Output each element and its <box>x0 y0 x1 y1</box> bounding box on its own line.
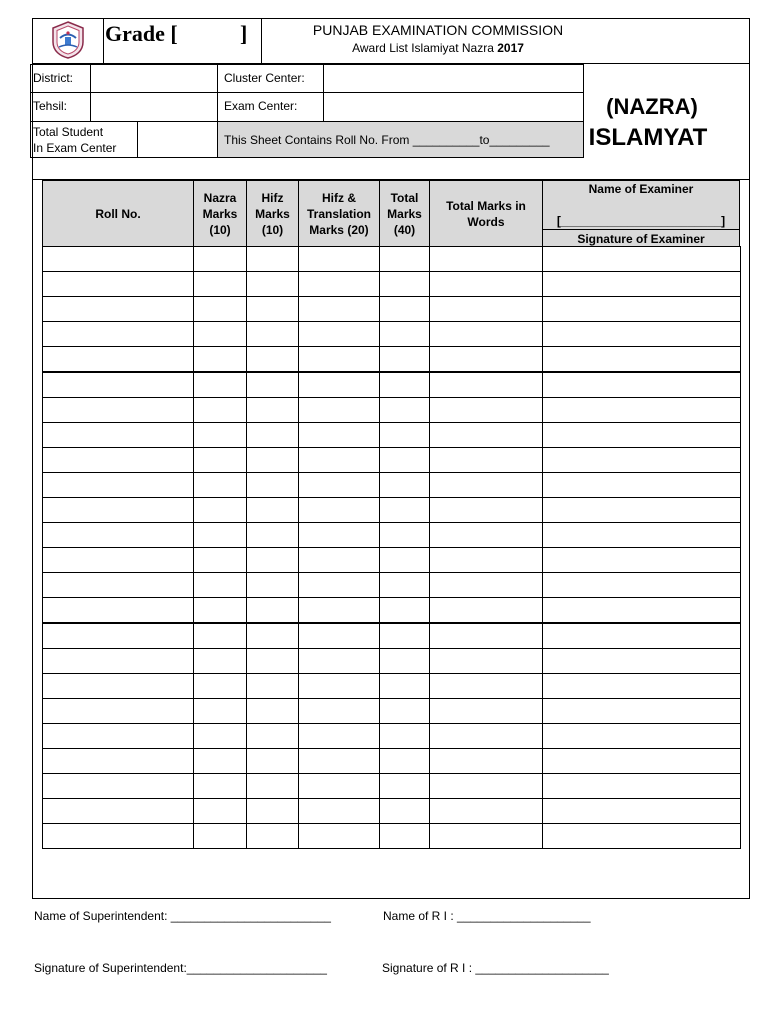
table-cell[interactable] <box>542 673 741 699</box>
table-cell[interactable] <box>246 472 299 498</box>
column-header-label: Roll No. <box>95 206 141 221</box>
table-cell[interactable] <box>193 346 247 372</box>
table-cell[interactable] <box>246 372 299 398</box>
table-cell[interactable] <box>542 823 741 849</box>
table-cell[interactable] <box>542 648 741 674</box>
table-cell[interactable] <box>429 296 543 322</box>
table-cell[interactable] <box>379 447 430 473</box>
district-label: District: <box>33 71 73 85</box>
table-cell[interactable] <box>298 823 380 849</box>
table-cell[interactable] <box>246 723 299 749</box>
table-cell[interactable] <box>246 422 299 448</box>
column-header-total-marks <box>379 180 430 247</box>
table-cell[interactable] <box>379 823 430 849</box>
table-cell[interactable] <box>379 748 430 774</box>
table-cell[interactable] <box>42 321 194 347</box>
table-cell[interactable] <box>42 271 194 297</box>
table-cell[interactable] <box>42 748 194 774</box>
table-cell[interactable] <box>298 773 380 799</box>
org-name: PUNJAB EXAMINATION COMMISSION <box>312 22 564 38</box>
table-cell[interactable] <box>298 698 380 724</box>
examiner-name-label: Name of Examiner <box>588 182 694 196</box>
table-cell[interactable] <box>246 447 299 473</box>
column-header-roll-no <box>42 180 194 247</box>
table-cell[interactable] <box>246 623 299 649</box>
column-header-label: Total Marks (40) <box>387 190 422 237</box>
table-cell[interactable] <box>379 572 430 598</box>
column-header-label: Hifz Marks (10) <box>255 190 290 237</box>
table-cell[interactable] <box>379 321 430 347</box>
table-cell[interactable] <box>193 422 247 448</box>
column-header-nazra-marks <box>193 180 247 247</box>
table-cell[interactable] <box>298 472 380 498</box>
table-cell[interactable] <box>298 497 380 523</box>
table-cell[interactable] <box>379 597 430 623</box>
table-cell[interactable] <box>246 296 299 322</box>
table-cell[interactable] <box>42 497 194 523</box>
table-cell[interactable] <box>298 723 380 749</box>
table-cell[interactable] <box>542 572 741 598</box>
table-cell[interactable] <box>246 246 299 272</box>
table-cell[interactable] <box>429 472 543 498</box>
table-cell[interactable] <box>429 572 543 598</box>
table-cell[interactable] <box>379 698 430 724</box>
table-cell[interactable] <box>193 648 247 674</box>
cluster-center-label: Cluster Center: <box>224 71 305 85</box>
table-cell[interactable] <box>379 497 430 523</box>
table-cell[interactable] <box>246 773 299 799</box>
table-cell[interactable] <box>542 296 741 322</box>
table-cell[interactable] <box>193 723 247 749</box>
table-cell[interactable] <box>379 271 430 297</box>
table-cell[interactable] <box>246 271 299 297</box>
table-cell[interactable] <box>429 271 543 297</box>
table-cell[interactable] <box>193 497 247 523</box>
superintendent-signature: Signature of Superintendent:_____________________ <box>34 961 327 975</box>
table-cell[interactable] <box>542 372 741 398</box>
table-cell[interactable] <box>193 472 247 498</box>
table-cell[interactable] <box>379 547 430 573</box>
cluster-center-field[interactable] <box>323 64 584 93</box>
table-cell[interactable] <box>246 698 299 724</box>
table-cell[interactable] <box>298 748 380 774</box>
table-cell[interactable] <box>246 597 299 623</box>
table-cell[interactable] <box>298 572 380 598</box>
table-cell[interactable] <box>542 773 741 799</box>
table-cell[interactable] <box>429 823 543 849</box>
table-cell[interactable] <box>379 798 430 824</box>
table-cell[interactable] <box>298 447 380 473</box>
table-cell[interactable] <box>429 522 543 548</box>
table-cell[interactable] <box>298 397 380 423</box>
table-cell[interactable] <box>542 271 741 297</box>
table-cell[interactable] <box>298 271 380 297</box>
exam-center-label: Exam Center: <box>224 99 298 113</box>
grade-label: Grade [ <box>105 21 178 46</box>
table-cell[interactable] <box>193 447 247 473</box>
table-cell[interactable] <box>542 597 741 623</box>
table-cell[interactable] <box>542 623 741 649</box>
table-cell[interactable] <box>542 497 741 523</box>
table-cell[interactable] <box>542 472 741 498</box>
table-cell[interactable] <box>429 773 543 799</box>
ri-name: Name of R I : ____________________ <box>383 909 591 923</box>
table-cell[interactable] <box>42 673 194 699</box>
table-cell[interactable] <box>42 447 194 473</box>
table-cell[interactable] <box>193 522 247 548</box>
table-cell[interactable] <box>379 648 430 674</box>
table-cell[interactable] <box>42 246 194 272</box>
table-cell[interactable] <box>379 346 430 372</box>
table-cell[interactable] <box>246 522 299 548</box>
table-cell[interactable] <box>246 497 299 523</box>
superintendent-name: Name of Superintendent: ________________________ <box>34 909 331 923</box>
table-cell[interactable] <box>379 623 430 649</box>
table-cell[interactable] <box>193 547 247 573</box>
table-cell[interactable] <box>429 698 543 724</box>
table-cell[interactable] <box>429 623 543 649</box>
table-cell[interactable] <box>298 296 380 322</box>
table-cell[interactable] <box>379 397 430 423</box>
subtitle-year: 2017 <box>497 41 524 55</box>
table-cell[interactable] <box>298 522 380 548</box>
examiner-signature-label: Signature of Examiner <box>577 232 705 246</box>
table-cell[interactable] <box>429 597 543 623</box>
table-cell[interactable] <box>298 422 380 448</box>
table-cell[interactable] <box>298 346 380 372</box>
table-cell[interactable] <box>42 698 194 724</box>
table-cell[interactable] <box>193 623 247 649</box>
column-header-label: Hifz & Translation Marks (20) <box>306 190 371 237</box>
table-cell[interactable] <box>542 547 741 573</box>
table-cell[interactable] <box>42 346 194 372</box>
table-cell[interactable] <box>193 321 247 347</box>
table-cell[interactable] <box>379 773 430 799</box>
table-cell[interactable] <box>379 296 430 322</box>
table-cell[interactable] <box>298 372 380 398</box>
table-cell[interactable] <box>542 422 741 448</box>
table-cell[interactable] <box>246 673 299 699</box>
table-cell[interactable] <box>298 798 380 824</box>
table-cell[interactable] <box>542 246 741 272</box>
table-cell[interactable] <box>193 773 247 799</box>
table-cell[interactable] <box>298 321 380 347</box>
table-cell[interactable] <box>379 723 430 749</box>
table-cell[interactable] <box>42 472 194 498</box>
table-cell[interactable] <box>193 296 247 322</box>
table-cell[interactable] <box>42 798 194 824</box>
table-cell[interactable] <box>379 422 430 448</box>
table-cell[interactable] <box>246 648 299 674</box>
table-cell[interactable] <box>542 748 741 774</box>
table-cell[interactable] <box>193 372 247 398</box>
table-cell[interactable] <box>246 572 299 598</box>
award-list-subtitle <box>262 42 614 54</box>
table-cell[interactable] <box>42 823 194 849</box>
table-cell[interactable] <box>193 271 247 297</box>
table-cell[interactable] <box>298 597 380 623</box>
table-cell[interactable] <box>42 773 194 799</box>
table-cell[interactable] <box>42 597 194 623</box>
column-header-hifz-marks <box>246 180 299 247</box>
table-cell[interactable] <box>193 748 247 774</box>
table-cell[interactable] <box>542 321 741 347</box>
table-cell[interactable] <box>429 397 543 423</box>
table-cell[interactable] <box>429 723 543 749</box>
table-cell[interactable] <box>429 346 543 372</box>
table-cell[interactable] <box>42 522 194 548</box>
tehsil-label: Tehsil: <box>33 99 68 113</box>
total-student-label-line2: In Exam Center <box>33 141 117 155</box>
table-cell[interactable] <box>542 346 741 372</box>
table-cell[interactable] <box>193 698 247 724</box>
table-cell[interactable] <box>298 648 380 674</box>
examiner-name-blank[interactable]: [________________________] <box>556 214 726 228</box>
subtitle-text: Award List Islamiyat Nazra <box>352 41 494 55</box>
subject-nazra: (NAZRA) <box>606 94 698 119</box>
table-cell[interactable] <box>193 798 247 824</box>
table-cell[interactable] <box>542 447 741 473</box>
table-cell[interactable] <box>298 246 380 272</box>
column-header-label: Total Marks in Words <box>446 198 526 229</box>
column-header-hifz-translation-marks <box>298 180 380 247</box>
table-cell[interactable] <box>246 748 299 774</box>
table-cell[interactable] <box>429 673 543 699</box>
total-student-label-line1: Total Student <box>33 125 104 139</box>
exam-center-field[interactable] <box>323 92 584 122</box>
grade-close-bracket: ] <box>240 21 248 46</box>
table-cell[interactable] <box>246 346 299 372</box>
table-cell[interactable] <box>379 372 430 398</box>
column-header-total-marks-words <box>429 180 543 247</box>
table-cell[interactable] <box>429 497 543 523</box>
table-cell[interactable] <box>42 397 194 423</box>
table-cell[interactable] <box>246 823 299 849</box>
table-cell[interactable] <box>246 321 299 347</box>
table-cell[interactable] <box>42 547 194 573</box>
table-cell[interactable] <box>429 798 543 824</box>
table-cell[interactable] <box>542 698 741 724</box>
table-cell[interactable] <box>298 623 380 649</box>
table-cell[interactable] <box>42 623 194 649</box>
table-cell[interactable] <box>429 372 543 398</box>
table-cell[interactable] <box>193 572 247 598</box>
ri-signature: Signature of R I : ____________________ <box>382 961 609 975</box>
table-cell[interactable] <box>429 246 543 272</box>
column-header-label: Nazra Marks (10) <box>202 190 238 237</box>
table-cell[interactable] <box>429 447 543 473</box>
table-cell[interactable] <box>193 597 247 623</box>
table-cell[interactable] <box>429 648 543 674</box>
district-field[interactable] <box>90 64 218 93</box>
table-cell[interactable] <box>42 422 194 448</box>
table-cell[interactable] <box>429 748 543 774</box>
table-cell[interactable] <box>298 673 380 699</box>
table-cell[interactable] <box>42 648 194 674</box>
table-cell[interactable] <box>379 673 430 699</box>
table-cell[interactable] <box>246 397 299 423</box>
table-cell[interactable] <box>429 422 543 448</box>
table-cell[interactable] <box>542 723 741 749</box>
roll-range-text: This Sheet Contains Roll No. From __________to_________ <box>224 133 550 147</box>
table-cell[interactable] <box>193 246 247 272</box>
table-cell[interactable] <box>193 673 247 699</box>
table-cell[interactable] <box>42 572 194 598</box>
table-cell[interactable] <box>429 547 543 573</box>
subject-islamyat: ISLAMYAT <box>588 124 708 151</box>
table-cell[interactable] <box>193 397 247 423</box>
table-cell[interactable] <box>42 372 194 398</box>
table-cell[interactable] <box>379 522 430 548</box>
table-cell[interactable] <box>379 472 430 498</box>
table-cell[interactable] <box>298 547 380 573</box>
table-cell[interactable] <box>542 798 741 824</box>
table-cell[interactable] <box>246 547 299 573</box>
table-cell[interactable] <box>42 723 194 749</box>
total-student-field[interactable] <box>137 121 218 158</box>
table-cell[interactable] <box>542 522 741 548</box>
table-cell[interactable] <box>379 246 430 272</box>
commission-logo <box>50 20 86 60</box>
table-cell[interactable] <box>542 397 741 423</box>
table-cell[interactable] <box>429 321 543 347</box>
table-cell[interactable] <box>246 798 299 824</box>
tehsil-field[interactable] <box>90 92 218 122</box>
table-cell[interactable] <box>42 296 194 322</box>
table-cell[interactable] <box>193 823 247 849</box>
